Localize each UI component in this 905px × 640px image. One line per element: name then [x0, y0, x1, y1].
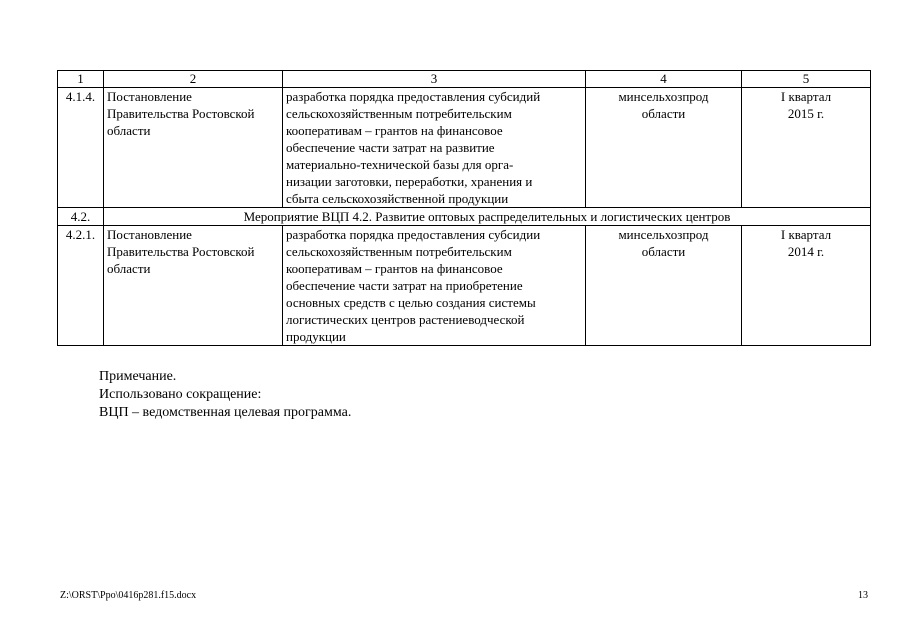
note-line-1: Использовано сокращение: [99, 387, 262, 402]
note-block [99, 368, 351, 422]
row-number: 4.1.4. [58, 88, 104, 208]
table-row [58, 88, 871, 208]
header-col-5: 5 [742, 71, 871, 88]
row-description: разработка порядка предоставления субсидий сельскохозяйственным потребительским кооперативам – грантов на финансовое обеспечение части затрат на развитие материально-технической базы для орга- низации заготовки, переработки, хранения и сбыта сельскохозяйственной продукции [283, 88, 586, 208]
measures-table [57, 70, 871, 346]
row-term: I квартал 2014 г. [742, 226, 871, 346]
row-document: Постановление Правительства Ростовской области [104, 226, 283, 346]
table-row [58, 226, 871, 346]
header-col-4: 4 [586, 71, 742, 88]
row-executor: минсельхозпрод области [586, 88, 742, 208]
page-number: 13 [858, 590, 868, 601]
section-number: 4.2. [58, 208, 104, 226]
note-line-2: ВЦП – ведомственная целевая программа. [99, 405, 352, 420]
row-number: 4.2.1. [58, 226, 104, 346]
section-title: Мероприятие ВЦП 4.2. Развитие оптовых распределительных и логистических центров [104, 208, 871, 226]
header-col-1: 1 [58, 71, 104, 88]
row-document: Постановление Правительства Ростовской области [104, 88, 283, 208]
note-title: Примечание. [99, 369, 177, 384]
row-description: разработка порядка предоставления субсидии сельскохозяйственным потребительским кооперативам – грантов на финансовое обеспечение части затрат на приобретение основных средств с целью создания системы логистических центров растениеводческой продукции [283, 226, 586, 346]
table-header-row [58, 71, 871, 88]
row-executor: минсельхозпрод области [586, 226, 742, 346]
header-col-3: 3 [283, 71, 586, 88]
footer-file-path: Z:\ORST\Ppo\0416p281.f15.docx [60, 590, 197, 601]
section-row [58, 208, 871, 226]
row-term: I квартал 2015 г. [742, 88, 871, 208]
header-col-2: 2 [104, 71, 283, 88]
